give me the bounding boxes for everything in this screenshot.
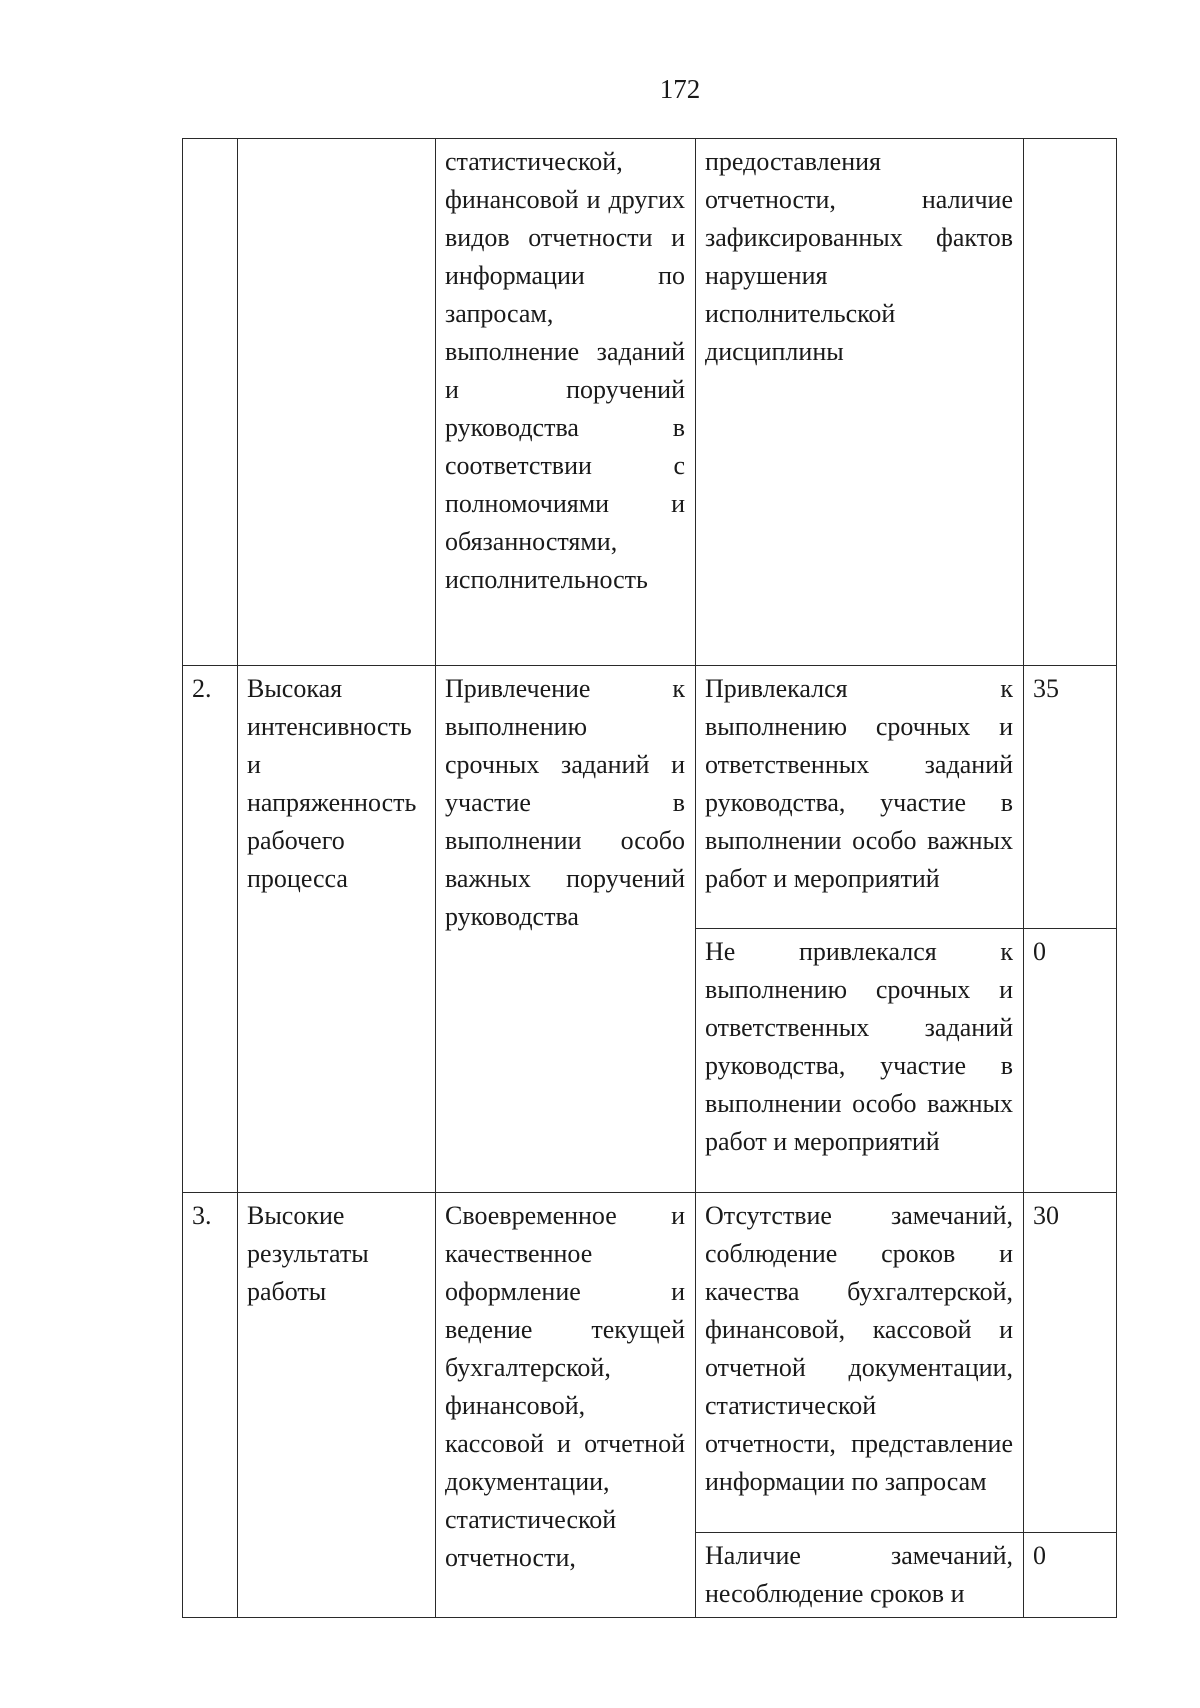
table-row bbox=[183, 1193, 1117, 1533]
indicator-cell: Своевременное и качественное оформление и ведение текущей бухгалтерской, финансовой, кассовой и отчетной документации, статистической отчетности, bbox=[436, 1193, 696, 1618]
points-cell: 0 bbox=[1024, 1533, 1117, 1618]
condition-cell: Отсутствие замечаний, соблюдение сроков и качества бухгалтерской, финансовой, кассовой и отчетной документации, статистической отчетности, представление информации по запросам bbox=[696, 1193, 1024, 1533]
indicator-cell: статистической, финансовой и других видов отчетности и информации по запросам, выполнение заданий и поручений руководства в соответствии с полномочиями и обязанностями, исполнительность bbox=[436, 139, 696, 666]
condition-cell: предоставления отчетности, наличие зафиксированных фактов нарушения исполнительской дисциплины bbox=[696, 139, 1024, 666]
page-number: 172 bbox=[659, 74, 701, 104]
condition-cell: Не привлекался к выполнению срочных и ответственных заданий руководства, участие в выполнении особо важных работ и мероприятий bbox=[696, 929, 1024, 1193]
criterion-cell: Высокая интенсивность и напряженность рабочего процесса bbox=[238, 666, 436, 1193]
table-row bbox=[183, 666, 1117, 929]
points-cell bbox=[1024, 139, 1117, 666]
criteria-table bbox=[182, 138, 1117, 1618]
points-cell: 30 bbox=[1024, 1193, 1117, 1533]
criterion-cell bbox=[238, 139, 436, 666]
criterion-cell: Высокие результаты работы bbox=[238, 1193, 436, 1618]
row-number-cell bbox=[183, 139, 238, 666]
condition-cell: Привлекался к выполнению срочных и ответственных заданий руководства, участие в выполнении особо важных работ и мероприятий bbox=[696, 666, 1024, 929]
points-cell: 0 bbox=[1024, 929, 1117, 1193]
points-cell: 35 bbox=[1024, 666, 1117, 929]
table-row bbox=[183, 139, 1117, 666]
condition-cell: Наличие замечаний, несоблюдение сроков и bbox=[696, 1533, 1024, 1618]
indicator-cell: Привлечение к выполнению срочных заданий и участие в выполнении особо важных поручений руководства bbox=[436, 666, 696, 1193]
row-number-cell: 2. bbox=[183, 666, 238, 1193]
row-number-cell: 3. bbox=[183, 1193, 238, 1618]
